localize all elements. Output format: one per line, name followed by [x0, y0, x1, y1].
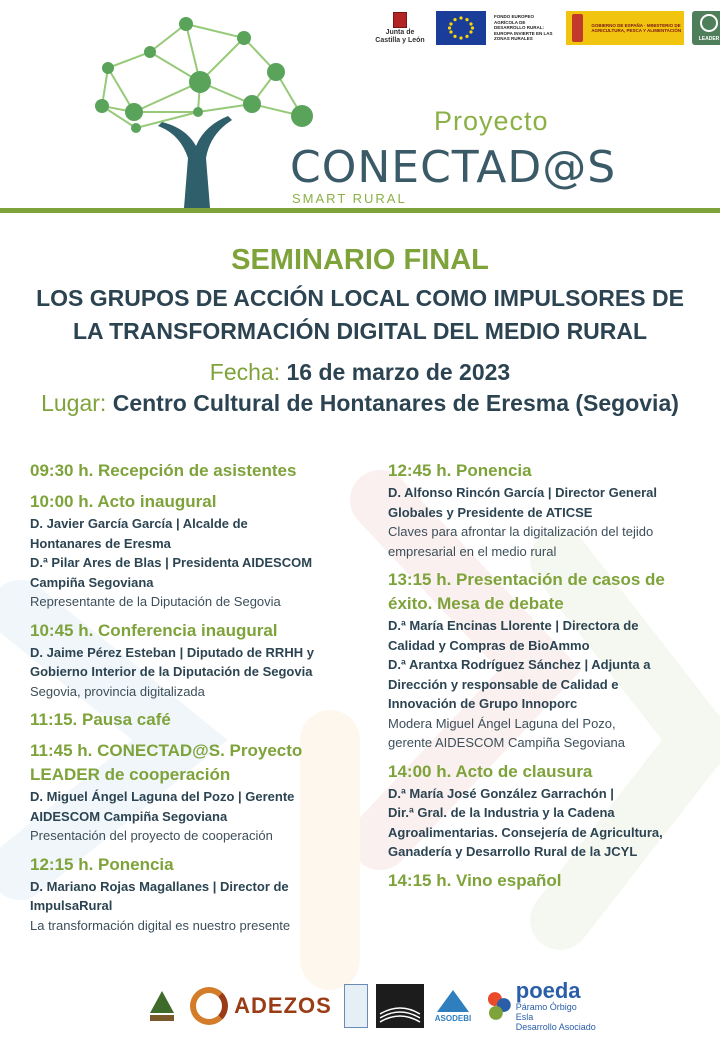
gobierno-espana-logo — [566, 11, 684, 45]
subtitle-line-1: LOS GRUPOS DE ACCIÓN LOCAL COMO IMPULSORES DE — [36, 285, 684, 311]
program-item — [388, 869, 698, 893]
date-label: Fecha — [209, 359, 274, 385]
program-item-title: 14:00 h. Acto de clausura — [388, 761, 593, 781]
leader-text: LEADER — [698, 36, 720, 42]
program-item — [30, 708, 360, 732]
title-block — [0, 244, 720, 419]
program-item — [30, 739, 360, 846]
program-item-title: 10:45 h. Conferencia inaugural — [30, 620, 278, 640]
program-item-title: 14:15 h. Vino español — [388, 870, 562, 890]
description-line: La transformación digital es nuestro presente — [30, 917, 291, 933]
program-item-title: 09:30 h. Recepción de asistentes — [30, 461, 297, 480]
description-line: Representante de la Diputación de Segovia — [30, 594, 281, 609]
description-line: Segovia, provincia digitalizada — [30, 683, 205, 699]
description-line: empresarial en el medio rural — [388, 543, 557, 559]
logo-conectados: CONECTAD@S — [290, 142, 617, 193]
program-item-title: 11:45 h. CONECTAD@S. Proyecto — [30, 741, 303, 760]
header-divider — [0, 208, 720, 213]
program-item — [388, 568, 698, 753]
speaker-line: Ganadería y Desarrollo Rural de la JCYL — [388, 844, 638, 859]
footer-partner-logos — [0, 980, 720, 1035]
leaves-icon — [486, 989, 512, 1023]
speaker-line: D. Alfonso Rincón García | Director General — [388, 485, 657, 500]
jcyl-line1: Junta de — [385, 28, 415, 36]
funders-logos — [372, 10, 720, 46]
gobierno-text: GOBIERNO DE ESPAÑA · MINISTERIO DE AGRICULTURA, PESCA Y ALIMENTACIÓN — [591, 22, 682, 33]
speaker-line: Hontanares de Eresma — [30, 535, 171, 551]
leader-logo — [692, 11, 720, 45]
speaker-line: ImpulsaRural — [30, 898, 113, 913]
feader-text: FONDO EUROPEO AGRÍCOLA DE DESARROLLO RURAL: EUROPA INVIERTE EN LAS ZONAS RURALES — [494, 14, 553, 42]
program-item-title: 11:15. Pausa café — [30, 710, 171, 729]
speaker-line: D.ª Arantxa Rodríguez Sánchez | Adjunta a — [388, 657, 651, 672]
leader-star-icon — [692, 11, 720, 35]
header — [0, 0, 720, 215]
poeda-sub-1: Páramo Órbigo Esla — [515, 1002, 577, 1022]
program-item-title: 12:15 h. Ponencia — [30, 854, 174, 874]
tree-icon — [150, 991, 174, 1013]
poeda-logo — [486, 978, 596, 1032]
speaker-line: Calidad y Compras de BioAmmo — [388, 637, 590, 653]
program-item — [30, 619, 360, 702]
speaker-line: Globales y Presidente de ATICSE — [388, 504, 593, 520]
program-item — [30, 853, 360, 936]
araduey-logo — [376, 984, 424, 1028]
speaker-line: Innovación de Grupo Innoporc — [388, 696, 578, 711]
speaker-line: AIDESCOM Campiña Segoviana — [30, 808, 228, 824]
speaker-line: Campiña Segoviana — [30, 574, 154, 590]
shield-icon — [393, 12, 407, 28]
sail-icon — [437, 990, 469, 1012]
place-label: Lugar — [41, 390, 100, 416]
seminar-title: SEMINARIO FINAL — [231, 244, 489, 276]
association-crest-logo — [344, 984, 368, 1028]
speaker-line: Dirección y responsable de Calidad e — [388, 676, 619, 692]
description-line: Presentación del proyecto de cooperación — [30, 828, 273, 843]
description-line: Claves para afrontar la digitalización del tejido — [388, 524, 654, 539]
speaker-line: Dir.ª Gral. de la Industria y la Cadena — [388, 805, 615, 820]
program-item-title: 10:00 h. Acto inaugural — [30, 492, 217, 511]
program-item — [30, 490, 360, 612]
junta-castilla-leon-logo — [372, 10, 428, 46]
poeda-name: poeda — [515, 978, 581, 1003]
logo-smart-rural: SMART RURAL — [292, 191, 407, 206]
date-value: 16 de marzo de 2023 — [286, 359, 511, 385]
date-line: Fecha: 16 de marzo de 2023 — [209, 359, 511, 385]
program-column-left — [30, 459, 360, 942]
field-lines-icon — [376, 984, 424, 1028]
logo-proyecto: Proyecto — [434, 106, 549, 136]
speaker-line: D. Miguel Ángel Laguna del Pozo | Gerente — [30, 789, 295, 804]
program-item-title-cont: éxito. Mesa de debate — [388, 594, 564, 613]
program-item-title: 13:15 h. Presentación de casos de — [388, 570, 665, 589]
speaker-line: D.ª María José González Garrachón | — [388, 785, 614, 801]
program-item — [388, 459, 698, 561]
aidescom-logo — [145, 984, 179, 1028]
speaker-line: D. Jaime Pérez Esteban | Diputado de RRHH y — [30, 644, 314, 660]
program-column-right — [388, 459, 698, 900]
program-item — [30, 459, 360, 483]
program-item — [388, 760, 698, 862]
adezos-logo — [186, 984, 336, 1028]
speaker-line: Gobierno Interior de la Diputación de Segovia — [30, 664, 313, 679]
speaker-line: D. Javier García García | Alcalde de — [30, 516, 248, 531]
place-line: Lugar: Centro Cultural de Hontanares de Eresma (Segovia) — [41, 390, 679, 416]
description-line: gerente AIDESCOM Campiña Segoviana — [388, 735, 626, 750]
jcyl-line2: Castilla y León — [375, 36, 425, 44]
subtitle-line-2: LA TRANSFORMACIÓN DIGITAL DEL MEDIO RURAL — [72, 318, 648, 344]
program-item-title: 12:45 h. Ponencia — [388, 461, 532, 480]
asodebi-name: ASODEBI — [434, 1013, 472, 1023]
poeda-sub-2: Desarrollo Asociado — [515, 1022, 596, 1032]
coat-of-arms-icon — [572, 14, 583, 42]
adezos-name: ADEZOS — [234, 993, 332, 1018]
description-line: Modera Miguel Ángel Laguna del Pozo, — [388, 715, 616, 731]
speaker-line: Agroalimentarias. Consejería de Agricultura, — [388, 824, 663, 840]
place-value: Centro Cultural de Hontanares de Eresma (Segovia) — [112, 390, 679, 416]
asodebi-logo — [432, 986, 474, 1026]
speaker-line: D.ª Pilar Ares de Blas | Presidenta AIDESCOM — [30, 555, 313, 570]
eu-flag-icon — [436, 11, 486, 45]
speaker-line: D.ª María Encinas Llorente | Directora de — [388, 618, 639, 633]
adezos-ring-icon — [190, 987, 228, 1025]
speaker-line: D. Mariano Rojas Magallanes | Director de — [30, 878, 289, 894]
program-item-title-cont: LEADER de cooperación — [30, 765, 231, 784]
